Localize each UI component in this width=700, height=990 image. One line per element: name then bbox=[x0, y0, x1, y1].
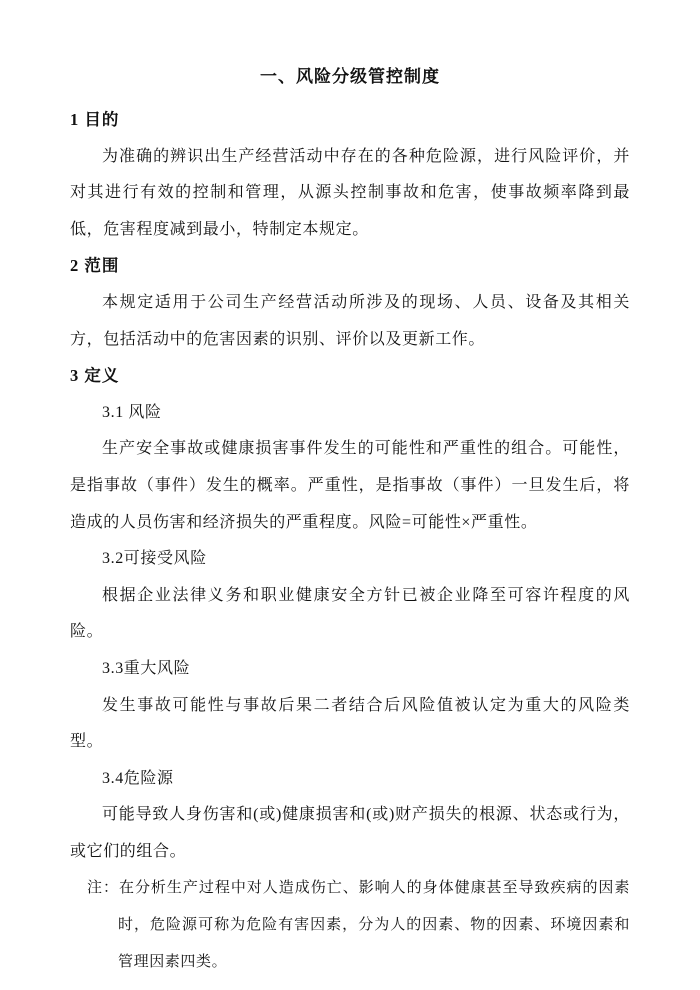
body-paragraph: 为准确的辨识出生产经营活动中存在的各种危险源，进行风险评价，并对其进行有效的控制和管理，从源头控制事故和危害，使事故频率降到最低，危害程度减到最小，特制定本规定。 bbox=[70, 147, 630, 238]
note-text: 在分析生产过程中对人造成伤亡、影响人的身体健康甚至导致疾病的因素时，危险源可称为危险有害因素，分为人的因素、物的因素、环境因素和管理因素四类。 bbox=[118, 880, 631, 970]
body-paragraph: 可能导致人身伤害和(或)健康损害和(或)财产损失的根源、状态或行为，或它们的组合。 bbox=[70, 806, 630, 860]
subsection-heading: 3.1 风险 bbox=[102, 403, 162, 421]
note-label: 注： bbox=[87, 880, 119, 897]
section-heading: 2 范围 bbox=[70, 256, 120, 276]
section-heading: 3 定义 bbox=[70, 366, 120, 386]
subsection-heading: 3.4危险源 bbox=[102, 769, 174, 787]
note-paragraph bbox=[70, 870, 630, 980]
page-title: 一、风险分级管控制度 bbox=[260, 67, 440, 86]
document-body bbox=[70, 102, 630, 980]
body-paragraph: 根据企业法律义务和职业健康安全方针已被企业降至可容许程度的风险。 bbox=[70, 586, 630, 641]
section-heading: 1 目的 bbox=[70, 110, 120, 129]
body-paragraph: 发生事故可能性与事故后果二者结合后风险值被认定为重大的风险类型。 bbox=[70, 696, 630, 751]
subsection-heading: 3.2可接受风险 bbox=[102, 550, 207, 568]
body-paragraph: 生产安全事故或健康损害事件发生的可能性和严重性的组合。可能性，是指事故（事件）发生的概率。严重性，是指事故（事件）一旦发生后，将造成的人员伤害和经济损失的严重程度。风险=可能性×严重性。 bbox=[70, 440, 630, 531]
body-paragraph: 本规定适用于公司生产经营活动所涉及的现场、人员、设备及其相关方，包括活动中的危害因素的识别、评价以及更新工作。 bbox=[70, 293, 630, 348]
subsection-heading: 3.3重大风险 bbox=[102, 659, 191, 677]
